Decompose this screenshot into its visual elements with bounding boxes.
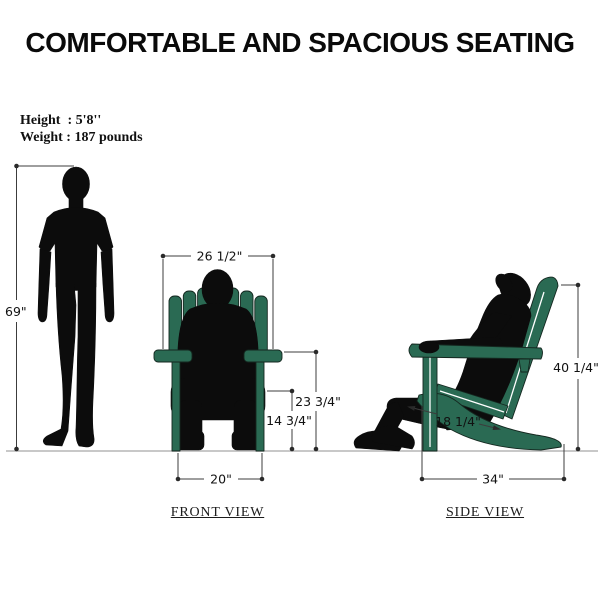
front-left-leg-post [172, 362, 180, 451]
person-height-spec: Height : 5'8'' [20, 113, 102, 128]
front-armrest-height-dim-label: 23 3/4" [295, 394, 341, 409]
front-view-label: FRONT VIEW [170, 505, 265, 520]
standing-left-arm [38, 249, 51, 322]
front-leg-span-dim-label: 20" [210, 471, 232, 487]
standing-height-dim-label: 69" [5, 304, 27, 319]
side-person-hand [419, 341, 439, 353]
front-back-width-dim-label: 26 1/2" [196, 248, 243, 264]
front-view-figure [154, 270, 282, 452]
person-weight-spec: Weight : 187 pounds [20, 130, 143, 145]
standing-person-silhouette [38, 167, 114, 447]
standing-shirt [39, 208, 113, 291]
side-seat-depth-dim-label: 18 1/4" [435, 414, 481, 429]
standing-neck [69, 193, 83, 209]
side-overall-height-dim-label: 40 1/4" [553, 360, 599, 375]
standing-right-arm [101, 249, 114, 322]
front-person-head [202, 270, 233, 309]
side-view-label: SIDE VIEW [445, 505, 525, 520]
side-overall-depth-dim-label: 34" [482, 471, 504, 487]
standing-right-leg [76, 283, 96, 447]
front-right-leg-post [256, 362, 264, 451]
front-right-armrest [244, 350, 282, 362]
front-left-armrest [154, 350, 192, 362]
front-seat-height-dim-label: 14 3/4" [266, 413, 312, 428]
page-title: COMFORTABLE AND SPACIOUS SEATING [25, 27, 575, 58]
standing-left-leg [43, 283, 76, 446]
side-armrest-bracket [519, 359, 530, 372]
